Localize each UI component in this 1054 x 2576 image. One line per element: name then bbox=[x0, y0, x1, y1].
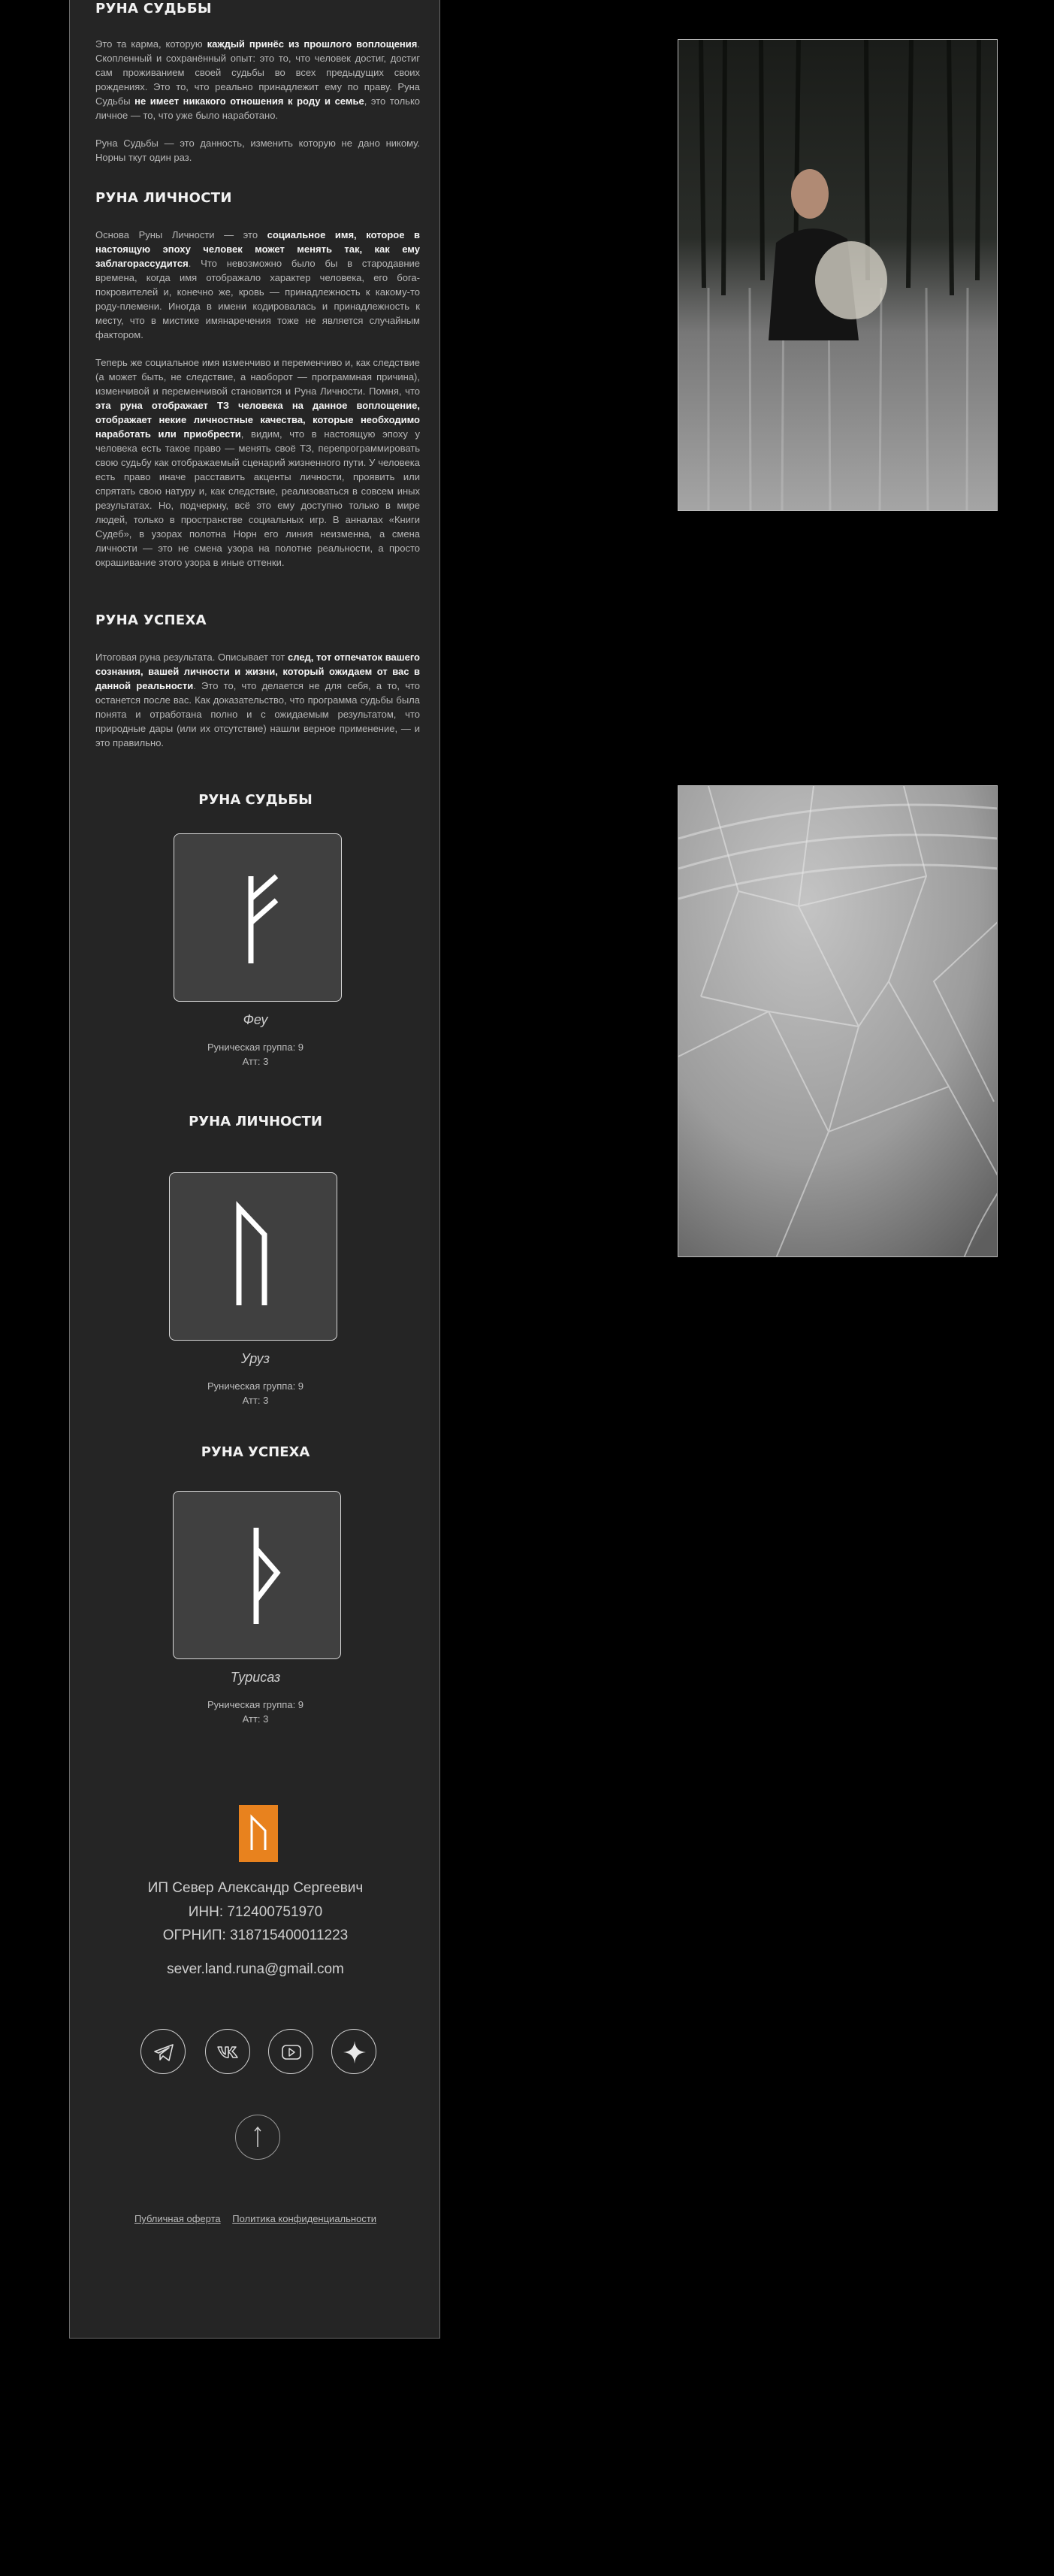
text-segment: , видим, что в настоящую эпоху у человека есть такое право — менять своё ТЗ, перепрограммировать свою судьбу как отображаемый сценарий жизненного пути. У человека есть право иначе расставить акценты личности, проявить или спрятать свою натуру и, как следствие, реализоваться в совсем иных результатах. Но, подчеркну, всё это ему доступно только в мире людей, только в пространстве социальных игр. В анналах «Книги Судеб», в узорах полотна Норн его линия неизменна, а смена личности — это не смена узора на полотне реальности, а просто окрашивание этого узора в иные оттенки. bbox=[95, 428, 420, 568]
contact-email[interactable]: sever.land.runa@gmail.com bbox=[167, 1961, 344, 1977]
rune-success-group: Руническая группа: 9 bbox=[207, 1699, 304, 1710]
rune-personality-att: Атт: 3 bbox=[242, 1395, 269, 1406]
success-paragraph-1 bbox=[95, 650, 420, 750]
brand-logo[interactable] bbox=[239, 1805, 278, 1862]
uruz-logo-icon bbox=[239, 1805, 278, 1862]
rune-personality-name: Уруз bbox=[240, 1351, 270, 1366]
fate-paragraph-2: Руна Судьбы — это данность, изменить которую не дано никому. Норны ткут один раз. bbox=[95, 138, 420, 163]
rune-personality-group: Руническая группа: 9 bbox=[207, 1380, 304, 1392]
rune-fate-group: Руническая группа: 9 bbox=[207, 1042, 304, 1053]
fehu-rune-icon bbox=[174, 834, 343, 1002]
public-offer-link[interactable]: Публичная оферта bbox=[134, 2213, 221, 2224]
text-segment: социальное имя, которое в настоящую эпоху человек может менять так, как ему заблагорассудится bbox=[95, 229, 421, 269]
text-segment: эта руна отображает ТЗ человека на данное воплощение, отображает некие личностные качества, которые необходимо наработать или приобрести bbox=[95, 400, 420, 440]
rune-fate-card bbox=[174, 833, 342, 1002]
uruz-rune-icon bbox=[170, 1173, 338, 1341]
text-segment: . Это то, что делается не для себя, а то, что останется после вас. Как доказательство, что программа судьбы была понята и отработана полно и с ожидаемым результатом, что природные дары (или их отсутствие) нашли верное применение, — и это правильно. bbox=[95, 680, 421, 748]
fate-section-title: РУНА СУДЬБЫ bbox=[95, 1, 212, 17]
zen-button[interactable] bbox=[331, 2029, 376, 2074]
rune-fate-heading: РУНА СУДЬБЫ bbox=[198, 792, 313, 808]
personality-paragraph-2 bbox=[95, 355, 420, 570]
text-segment: , это только личное — то, что уже было наработано. bbox=[95, 95, 421, 121]
arrow-up-icon bbox=[236, 2115, 279, 2159]
text-segment: Основа Руны Личности — это bbox=[95, 229, 267, 240]
text-segment: не имеет никакого отношения к роду и семье bbox=[134, 95, 364, 107]
text-segment: след, тот отпечаток вашего сознания, вашей личности и жизни, который ожидаем от вас в данной реальности bbox=[95, 652, 420, 691]
rune-success-card bbox=[173, 1491, 341, 1659]
rune-personality-card bbox=[169, 1172, 337, 1341]
telegram-button[interactable] bbox=[140, 2029, 186, 2074]
success-section-title: РУНА УСПЕХА bbox=[95, 612, 207, 628]
cobweb-photo bbox=[678, 785, 998, 1257]
vk-button[interactable] bbox=[205, 2029, 250, 2074]
text-segment: Итоговая руна результата. Описывает тот bbox=[95, 652, 288, 663]
rune-fate-name: Феу bbox=[243, 1012, 268, 1027]
company-inn: ИНН: 712400751970 bbox=[188, 1904, 323, 1920]
text-segment: каждый принёс из прошлого воплощения bbox=[207, 38, 418, 50]
telegram-icon bbox=[141, 2030, 186, 2075]
privacy-policy-link[interactable]: Политика конфиденциальности bbox=[232, 2213, 377, 2224]
footer-links bbox=[70, 2213, 441, 2224]
text-segment: Теперь же социальное имя изменчиво и переменчиво и, как следствие (а может быть, не следствие, а наоборот — программная причина), изменчивой и переменчивой становится и Руна Личности. Помня, что bbox=[95, 357, 420, 397]
company-name: ИП Север Александр Сергеевич bbox=[147, 1880, 364, 1896]
fate-paragraph-1 bbox=[95, 37, 420, 122]
rune-info-panel bbox=[69, 0, 440, 1168]
forest-drummer-photo bbox=[678, 39, 998, 511]
youtube-button[interactable] bbox=[268, 2029, 313, 2074]
text-segment: Это та карма, которую bbox=[95, 38, 207, 50]
vk-icon bbox=[206, 2030, 251, 2075]
personality-paragraph-1 bbox=[95, 228, 420, 342]
scroll-to-top-button[interactable] bbox=[235, 2115, 280, 2160]
rune-success-att: Атт: 3 bbox=[242, 1713, 269, 1725]
rune-fate-att: Атт: 3 bbox=[242, 1056, 269, 1067]
thurisaz-rune-icon bbox=[174, 1492, 342, 1660]
personality-section-title: РУНА ЛИЧНОСТИ bbox=[95, 190, 232, 206]
cobweb-photo-image bbox=[678, 786, 998, 1257]
text-segment: . Что невозможно было бы в стародавние времена, когда имя отображало характер человека, его бога-покровителей и, конечно же, кровь — принадлежность к какому-то роду-племени. Иногда в имени кодировалась и принадлежность к месту, что в мистике имянаречения тоже не является случайным фактором. bbox=[95, 258, 420, 340]
star-icon bbox=[332, 2030, 377, 2075]
rune-personality-heading: РУНА ЛИЧНОСТИ bbox=[189, 1114, 322, 1129]
company-ogrnip: ОГРНИП: 318715400011223 bbox=[162, 1927, 349, 1943]
forest-photo-image bbox=[678, 40, 998, 511]
rune-success-heading: РУНА УСПЕХА bbox=[201, 1444, 310, 1460]
rune-success-name: Турисаз bbox=[230, 1670, 281, 1685]
rune-info-panel-lower bbox=[69, 1166, 440, 2339]
text-segment: . Скопленный и сохранённый опыт: это то, что человек достиг, достиг сам проживанием своей судьбы во всех предыдущих своих рождениях. Это то, что реально принадлежит ему по праву. Руна Судьбы bbox=[95, 38, 420, 107]
youtube-icon bbox=[269, 2030, 314, 2075]
